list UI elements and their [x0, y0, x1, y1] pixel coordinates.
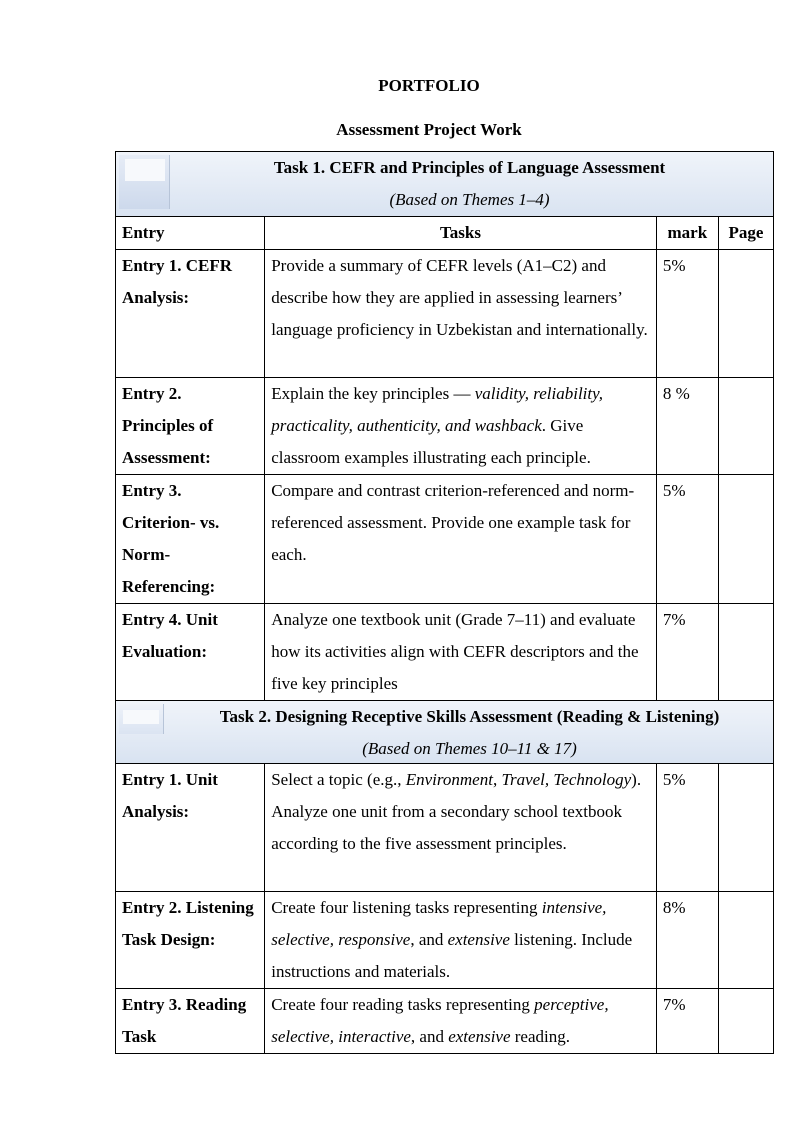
text-segment: reading. [510, 1027, 570, 1046]
table-row [116, 250, 774, 378]
text-segment: ). Analyze one unit from a secondary school textbook according to the five assessment principles. [271, 770, 642, 853]
page-value [718, 378, 773, 475]
page-value [718, 892, 773, 989]
text-italic-segment: perceptive, selective, interactive [271, 995, 609, 1046]
mark-value: 5% [656, 250, 718, 378]
task-description: Compare and contrast criterion-referenced and norm-referenced assessment. Provide one example task for each. [265, 475, 657, 604]
text-segment: Select a topic (e.g., [271, 770, 406, 789]
task1-subheading: (Based on Themes 1–4) [389, 190, 550, 209]
text-italic-segment: validity, reliability, practicality, authenticity, and washback [271, 384, 603, 435]
entry-label: Entry 2. Principles of Assessment: [116, 378, 265, 475]
column-header-entry: Entry [116, 217, 265, 250]
page-value [718, 475, 773, 604]
text-italic-segment: intensive, selective, responsive [271, 898, 607, 949]
column-header-row [116, 217, 774, 250]
task-description: Provide a summary of CEFR levels (A1–C2) and describe how they are applied in assessing learners’ language proficiency in Uzbekistan and internationally. [265, 250, 657, 378]
task2-header-cell [116, 701, 774, 764]
text-italic-segment: Travel, [501, 770, 550, 789]
text-italic-segment: Environment [405, 770, 493, 789]
mark-value: 7% [656, 989, 718, 1054]
mark-value: 8 % [656, 378, 718, 475]
table-row [116, 475, 774, 604]
entry-label: Entry 4. Unit Evaluation: [116, 604, 265, 701]
entry-label: Entry 1. Unit Analysis: [116, 764, 265, 892]
task-description [265, 892, 657, 989]
text-segment: Explain the key principles — [271, 384, 475, 403]
text-segment: Create four reading tasks representing [271, 995, 535, 1014]
task1-header-cell [116, 152, 774, 217]
text-segment: Create four listening tasks representing [271, 898, 542, 917]
text-segment: . Give classroom examples illustrating each principle. [271, 416, 591, 467]
table-row [116, 989, 774, 1054]
task-description [265, 989, 657, 1054]
mark-value: 8% [656, 892, 718, 989]
text-segment: , and [410, 930, 448, 949]
column-header-mark: mark [656, 217, 718, 250]
text-segment: , and [410, 1027, 449, 1046]
task2-subheading: (Based on Themes 10–11 & 17) [362, 739, 577, 758]
task-description [265, 764, 657, 892]
text-italic-segment: Technology [553, 770, 632, 789]
task1-header-row [116, 152, 774, 217]
task-description: Analyze one textbook unit (Grade 7–11) and evaluate how its activities align with CEFR descriptors and the five key principles [265, 604, 657, 701]
entry-label: Entry 3. Reading Task [116, 989, 265, 1054]
entry-label: Entry 2. Listening Task Design: [116, 892, 265, 989]
table-row [116, 378, 774, 475]
assessment-table [115, 151, 774, 1054]
page-value [718, 250, 773, 378]
document-subtitle: Assessment Project Work [336, 120, 522, 139]
text-segment: , [492, 770, 502, 789]
text-italic-segment: extensive [447, 930, 510, 949]
document-title: PORTFOLIO [378, 76, 480, 95]
text-segment: listening. Include instructions and materials. [271, 930, 633, 981]
table-row [116, 892, 774, 989]
mark-value: 7% [656, 604, 718, 701]
mark-value: 5% [656, 764, 718, 892]
page-value [718, 989, 773, 1054]
column-header-page: Page [718, 217, 773, 250]
page-value [718, 764, 773, 892]
table-row [116, 604, 774, 701]
task2-heading: Task 2. Designing Receptive Skills Assessment (Reading & Listening) [219, 707, 720, 726]
mark-value: 5% [656, 475, 718, 604]
page-value [718, 604, 773, 701]
task-description [265, 378, 657, 475]
text-italic-segment: extensive [448, 1027, 511, 1046]
task1-heading: Task 1. CEFR and Principles of Language Assessment [273, 158, 666, 177]
task2-header-row [116, 701, 774, 764]
table-row [116, 764, 774, 892]
entry-label: Entry 3. Criterion- vs. Norm-Referencing: [116, 475, 265, 604]
entry-label: Entry 1. CEFR Analysis: [116, 250, 265, 378]
column-header-tasks: Tasks [265, 217, 657, 250]
